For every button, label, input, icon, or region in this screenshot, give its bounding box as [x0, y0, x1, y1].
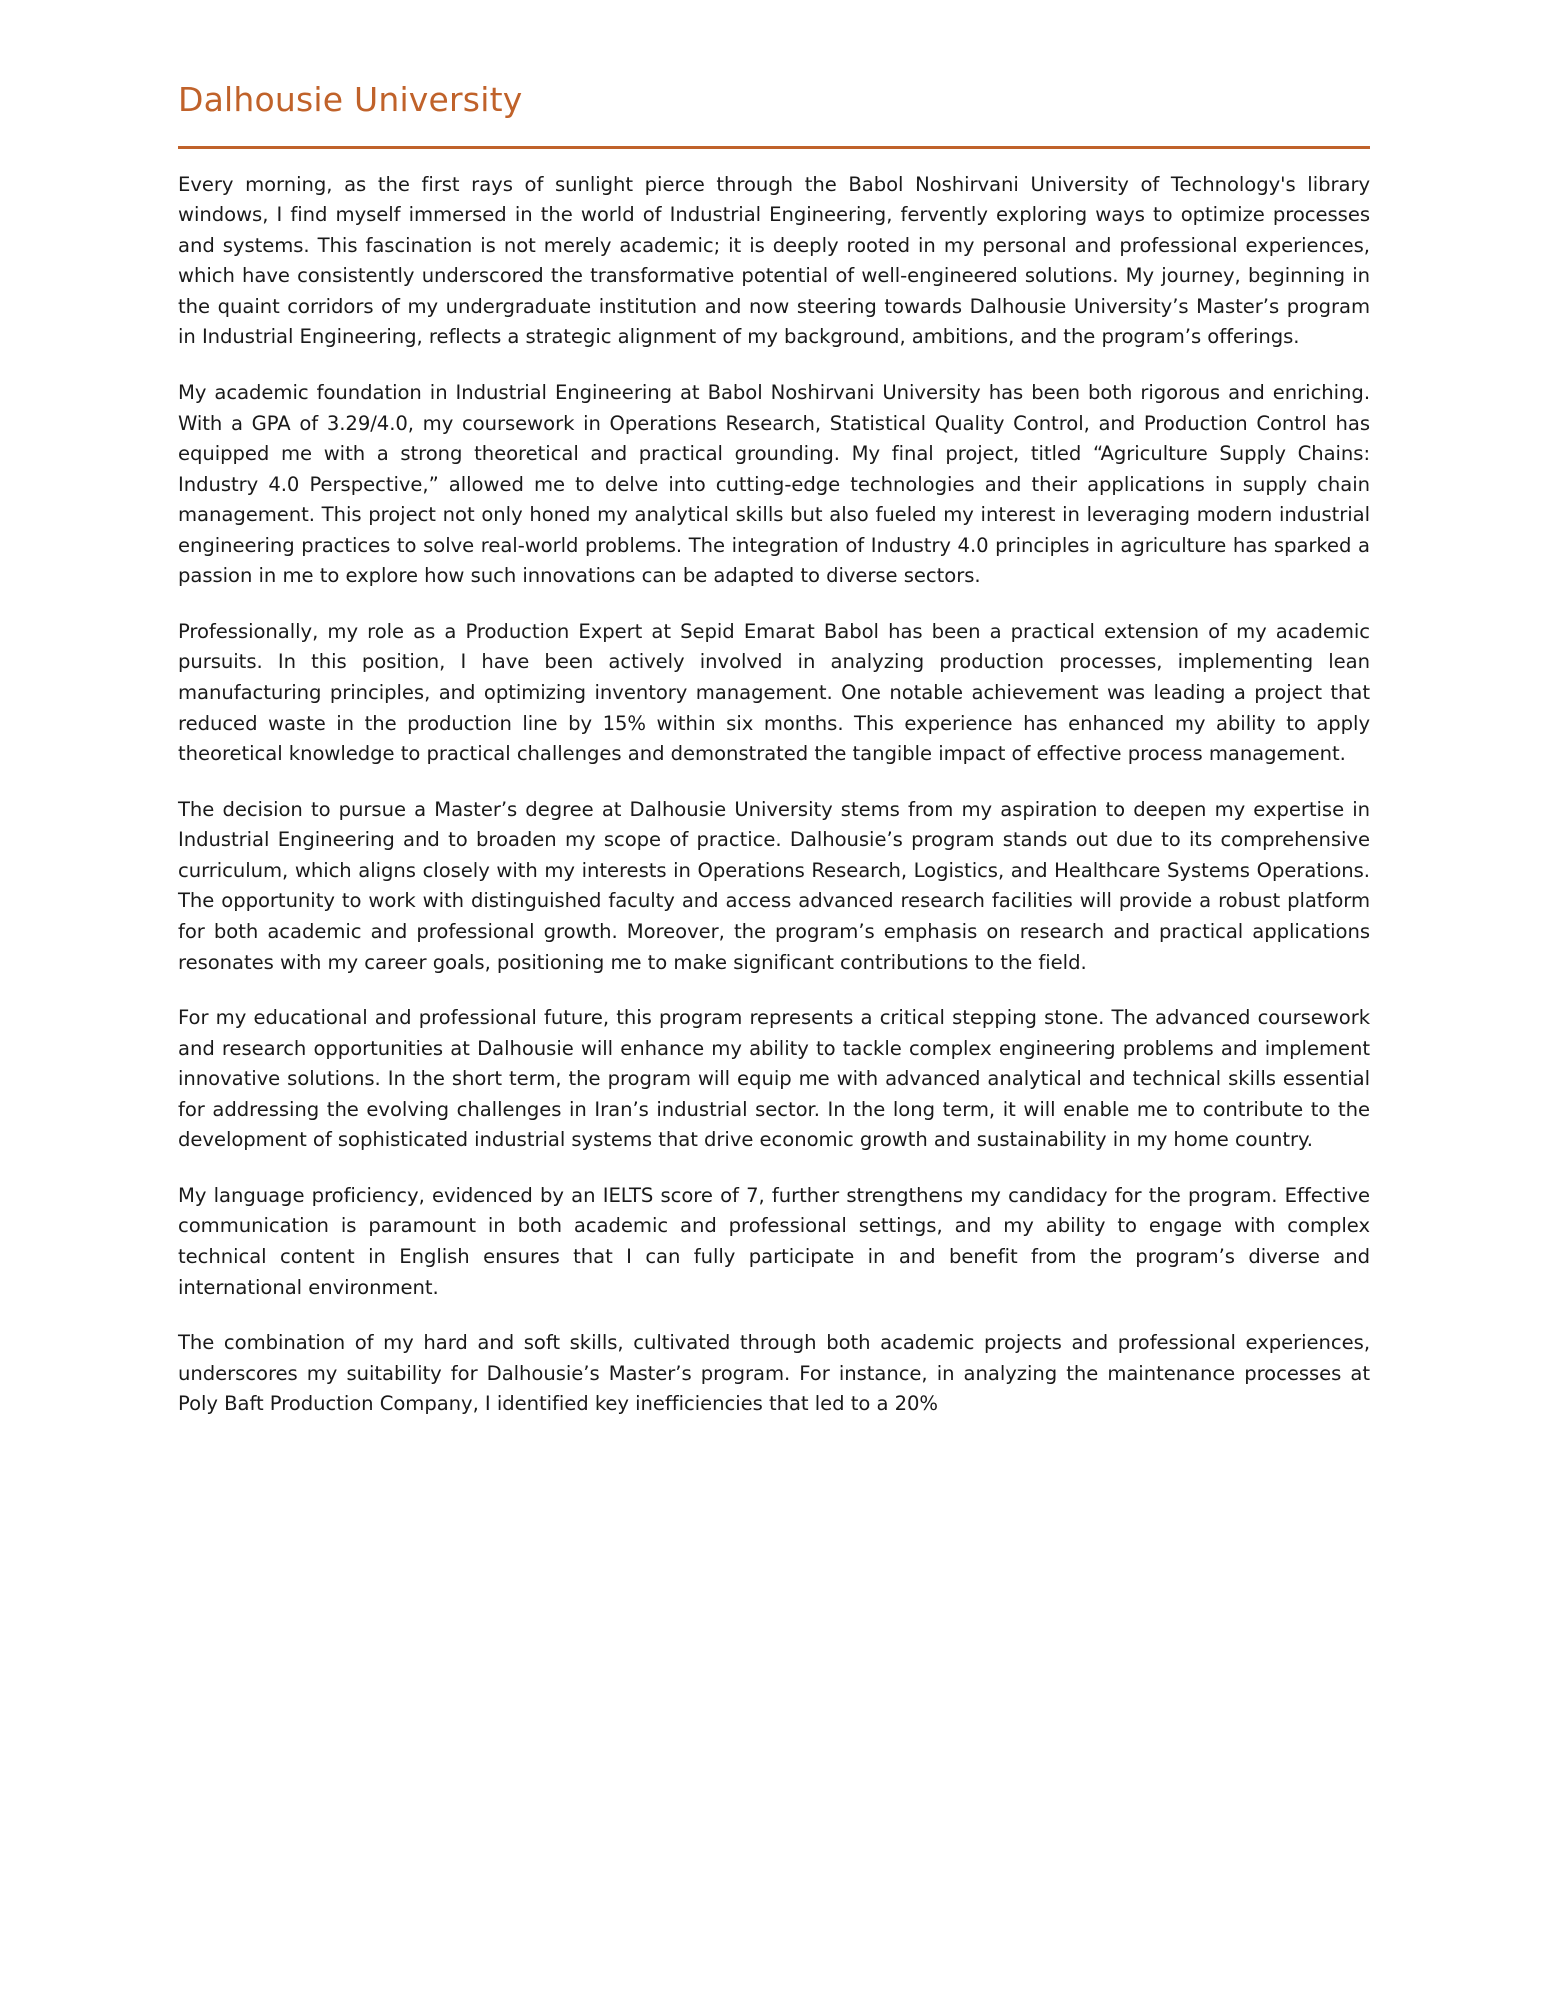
paragraph: The decision to pursue a Master’s degree at Dalhousie University stems from my aspiration to deepen my expertise in Industrial Engineering and to broaden my scope of practice. Dalhousie’s program stands out due to its comprehensive curriculum, which aligns closely with my interests in Operations Research, Logistics, and Healthcare Systems Operations. The opportunity to work with distinguished faculty and access advanced research facilities will provide a robust platform for both academic and professional growth. Moreover, the program’s emphasis on research and practical applications resonates with my career goals, positioning me to make significant contributions to the field. [178, 797, 1370, 974]
title-divider [178, 146, 1370, 149]
statement-body [178, 170, 1370, 1420]
paragraph: The combination of my hard and soft skills, cultivated through both academic projects and professional experiences, underscores my suitability for Dalhousie’s Master’s program. For instance, in analyzing the maintenance processes at Poly Baft Production Company, I identified key inefficiencies that led to a 20% [178, 1331, 1370, 1416]
paragraph: My language proficiency, evidenced by an IELTS score of 7, further strengthens my candidacy for the program. Effective communication is paramount in both academic and professional settings, and my ability to engage with complex technical content in English ensures that I can fully participate in and benefit from the program’s diverse and international environment. [178, 1183, 1370, 1299]
paragraph: Every morning, as the first rays of sunlight pierce through the Babol Noshirvani University of Technology's library windows, I find myself immersed in the world of Industrial Engineering, fervently exploring ways to optimize processes and systems. This fascination is not merely academic; it is deeply rooted in my personal and professional experiences, which have consistently underscored the transformative potential of well-engineered solutions. My journey, beginning in the quaint corridors of my undergraduate institution and now steering towards Dalhousie University’s Master’s program in Industrial Engineering, reflects a strategic alignment of my background, ambitions, and the program’s offerings. [178, 172, 1370, 349]
page-title: Dalhousie University [178, 80, 523, 119]
paragraph: Professionally, my role as a Production Expert at Sepid Emarat Babol has been a practical extension of my academic pursuits. In this position, I have been actively involved in analyzing production processes, implementing lean manufacturing principles, and optimizing inventory management. One notable achievement was leading a project that reduced waste in the production line by 15% within six months. This experience has enhanced my ability to apply theoretical knowledge to practical challenges and demonstrated the tangible impact of effective process management. [178, 619, 1370, 766]
paragraph: For my educational and professional future, this program represents a critical stepping stone. The advanced coursework and research opportunities at Dalhousie will enhance my ability to tackle complex engineering problems and implement innovative solutions. In the short term, the program will equip me with advanced analytical and technical skills essential for addressing the evolving challenges in Iran’s industrial sector. In the long term, it will enable me to contribute to the development of sophisticated industrial systems that drive economic growth and sustainability in my home country. [178, 1006, 1370, 1152]
document-content [178, 80, 1370, 1420]
paragraph: My academic foundation in Industrial Engineering at Babol Noshirvani University has been both rigorous and enriching. With a GPA of 3.29/4.0, my coursework in Operations Research, Statistical Quality Control, and Production Control has equipped me with a strong theoretical and practical grounding. My final project, titled “Agriculture Supply Chains: Industry 4.0 Perspective,” allowed me to delve into cutting-edge technologies and their applications in supply chain management. This project not only honed my analytical skills but also fueled my interest in leveraging modern industrial engineering practices to solve real-world problems. The integration of Industry 4.0 principles in agriculture has sparked a passion in me to explore how such innovations can be adapted to diverse sectors. [178, 380, 1370, 588]
